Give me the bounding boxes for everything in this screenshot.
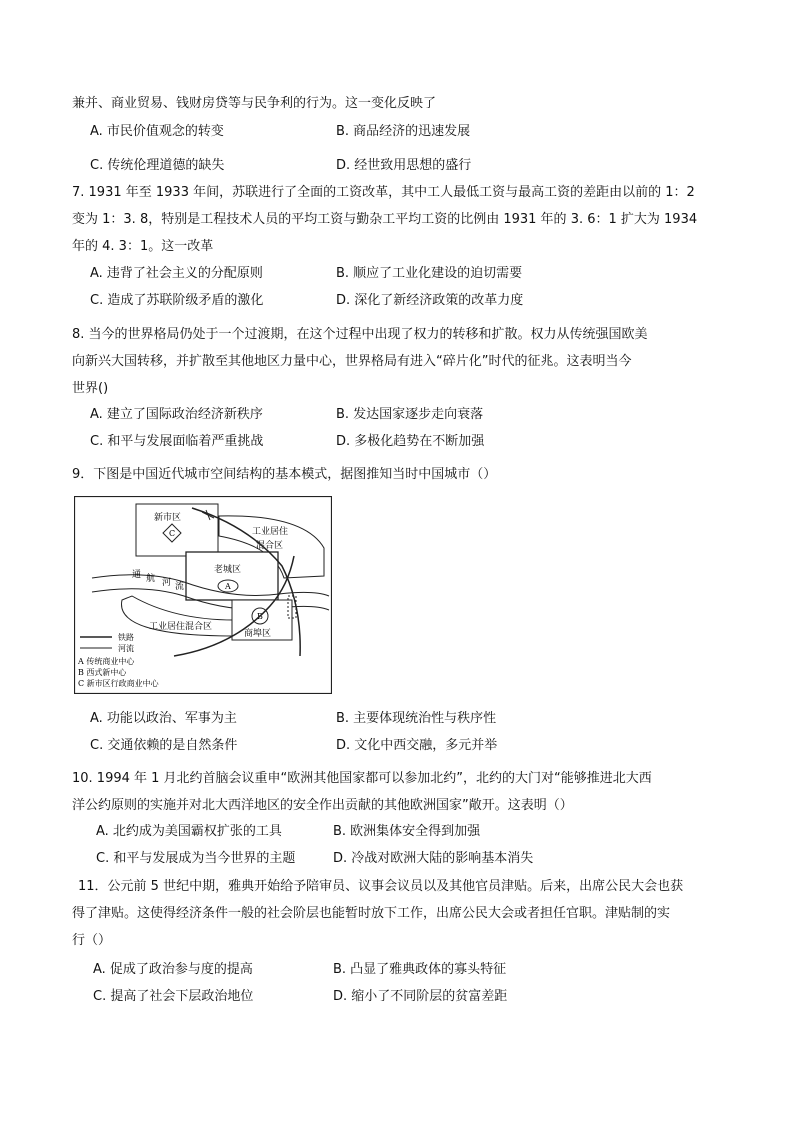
q9-option-d[interactable]: D. 文化中西交融，多元并举 bbox=[336, 738, 498, 753]
q7-stem-line-2: 变为 1：3. 8，特别是工程技术人员的平均工资与勤杂工平均工资的比例由 1931 年的 3. 6：1 扩大为 1934 bbox=[72, 212, 698, 227]
q10-option-c[interactable]: C. 和平与发展成为当今世界的主题 bbox=[96, 851, 296, 866]
legend-c: C 新市区行政商业中心 bbox=[78, 679, 159, 688]
q11-stem-line-2: 得了津贴。这使得经济条件一般的社会阶层也能暂时放下工作，出席公民大会或者担任官职。津贴制的实 bbox=[72, 906, 671, 921]
q10-option-a[interactable]: A. 北约成为美国霸权扩张的工具 bbox=[96, 824, 282, 839]
q7-option-c[interactable]: C. 造成了苏联阶级矛盾的激化 bbox=[90, 293, 264, 308]
q7-option-a[interactable]: A. 违背了社会主义的分配原则 bbox=[90, 266, 263, 281]
q10-stem-line-2: 洋公约原则的实施并对北大西洋地区的安全作出贡献的其他欧洲国家”敞开。这表明（） bbox=[72, 798, 573, 813]
legend-a: A 传统商业中心 bbox=[78, 657, 135, 666]
q8-stem-line-2: 向新兴大国转移，并扩散至其他地区力量中心，世界格局有进入“碎片化”时代的征兆。这表明当今 bbox=[72, 354, 632, 369]
new-district-label: 新市区 bbox=[154, 513, 182, 523]
q7-option-d[interactable]: D. 深化了新经济政策的改革力度 bbox=[336, 293, 524, 308]
q6-stem-tail: 兼并、商业贸易、钱财房贷等与民争利的行为。这一变化反映了 bbox=[72, 96, 437, 111]
q9-option-a[interactable]: A. 功能以政治、军事为主 bbox=[90, 711, 237, 726]
q8-option-c[interactable]: C. 和平与发展面临着严重挑战 bbox=[90, 434, 264, 449]
legend-river-label: 河流 bbox=[118, 644, 134, 653]
q8-option-b[interactable]: B. 发达国家逐步走向衰落 bbox=[336, 407, 484, 422]
old-city-label: 老城区 bbox=[214, 565, 242, 575]
q11-option-c[interactable]: C. 提高了社会下层政治地位 bbox=[93, 989, 254, 1004]
q10-option-b[interactable]: B. 欧洲集体安全得到加强 bbox=[333, 824, 481, 839]
q9-stem: 9．下图是中国近代城市空间结构的基本模式，据图推知当时中国城市（） bbox=[72, 467, 497, 482]
marker-b-label: B bbox=[257, 612, 263, 621]
q8-option-d[interactable]: D. 多极化趋势在不断加强 bbox=[336, 434, 485, 449]
q10-option-d[interactable]: D. 冷战对欧洲大陆的影响基本消失 bbox=[333, 851, 534, 866]
q11-stem-line-3: 行（） bbox=[72, 933, 112, 948]
q7-option-b[interactable]: B. 顺应了工业化建设的迫切需要 bbox=[336, 266, 523, 281]
q10-stem-line-1: 10. 1994 年 1 月北约首脑会议重申“欧洲其他国家都可以参加北约”，北约的大门对“能够推进北大西 bbox=[72, 771, 652, 786]
river-char-1: 通 bbox=[132, 570, 142, 580]
q6-option-c[interactable]: C. 传统伦理道德的缺失 bbox=[90, 158, 225, 173]
city-structure-map bbox=[74, 496, 332, 694]
q8-stem-line-3: 世界() bbox=[72, 381, 109, 396]
port-area-label: 商埠区 bbox=[244, 629, 272, 639]
industrial-ne-label-2: 混合区 bbox=[256, 541, 284, 551]
river-char-3: 河 bbox=[162, 578, 172, 588]
old-city-block bbox=[186, 552, 278, 600]
q11-stem-line-1: 11．公元前 5 世纪中期，雅典开始给予陪审员、议事会议员以及其他官员津贴。后来，出席公民大会也获 bbox=[78, 879, 684, 894]
q7-stem-line-3: 年的 4. 3：1。这一改革 bbox=[72, 239, 214, 254]
q11-option-b[interactable]: B. 凸显了雅典政体的寡头特征 bbox=[333, 962, 507, 977]
q6-option-d[interactable]: D. 经世致用思想的盛行 bbox=[336, 158, 472, 173]
q8-option-a[interactable]: A. 建立了国际政治经济新秩序 bbox=[90, 407, 263, 422]
river-char-2: 航 bbox=[146, 574, 156, 584]
q6-option-a[interactable]: A. 市民价值观念的转变 bbox=[90, 124, 224, 139]
river-char-4: 流 bbox=[175, 582, 185, 592]
q6-option-b[interactable]: B. 商品经济的迅速发展 bbox=[336, 124, 471, 139]
legend-b: B 西式新中心 bbox=[78, 668, 127, 677]
industrial-ne-label-1: 工业居住 bbox=[252, 527, 289, 537]
legend-rail-label: 铁路 bbox=[118, 633, 134, 642]
q9-option-b[interactable]: B. 主要体现统治性与秩序性 bbox=[336, 711, 497, 726]
q11-option-a[interactable]: A. 促成了政治参与度的提高 bbox=[93, 962, 253, 977]
industrial-sw-label: 工业居住混合区 bbox=[149, 622, 213, 632]
marker-a-label: A bbox=[225, 582, 231, 591]
marker-c-label: C bbox=[169, 529, 176, 538]
q8-stem-line-1: 8. 当今的世界格局仍处于一个过渡期，在这个过程中出现了权力的转移和扩散。权力从传统强国欧美 bbox=[72, 327, 648, 342]
q7-stem-line-1: 7. 1931 年至 1933 年间，苏联进行了全面的工资改革，其中工人最低工资与最高工资的差距由以前的 1：2 bbox=[72, 185, 695, 200]
q11-option-d[interactable]: D. 缩小了不同阶层的贫富差距 bbox=[333, 989, 508, 1004]
q9-option-c[interactable]: C. 交通依赖的是自然条件 bbox=[90, 738, 238, 753]
